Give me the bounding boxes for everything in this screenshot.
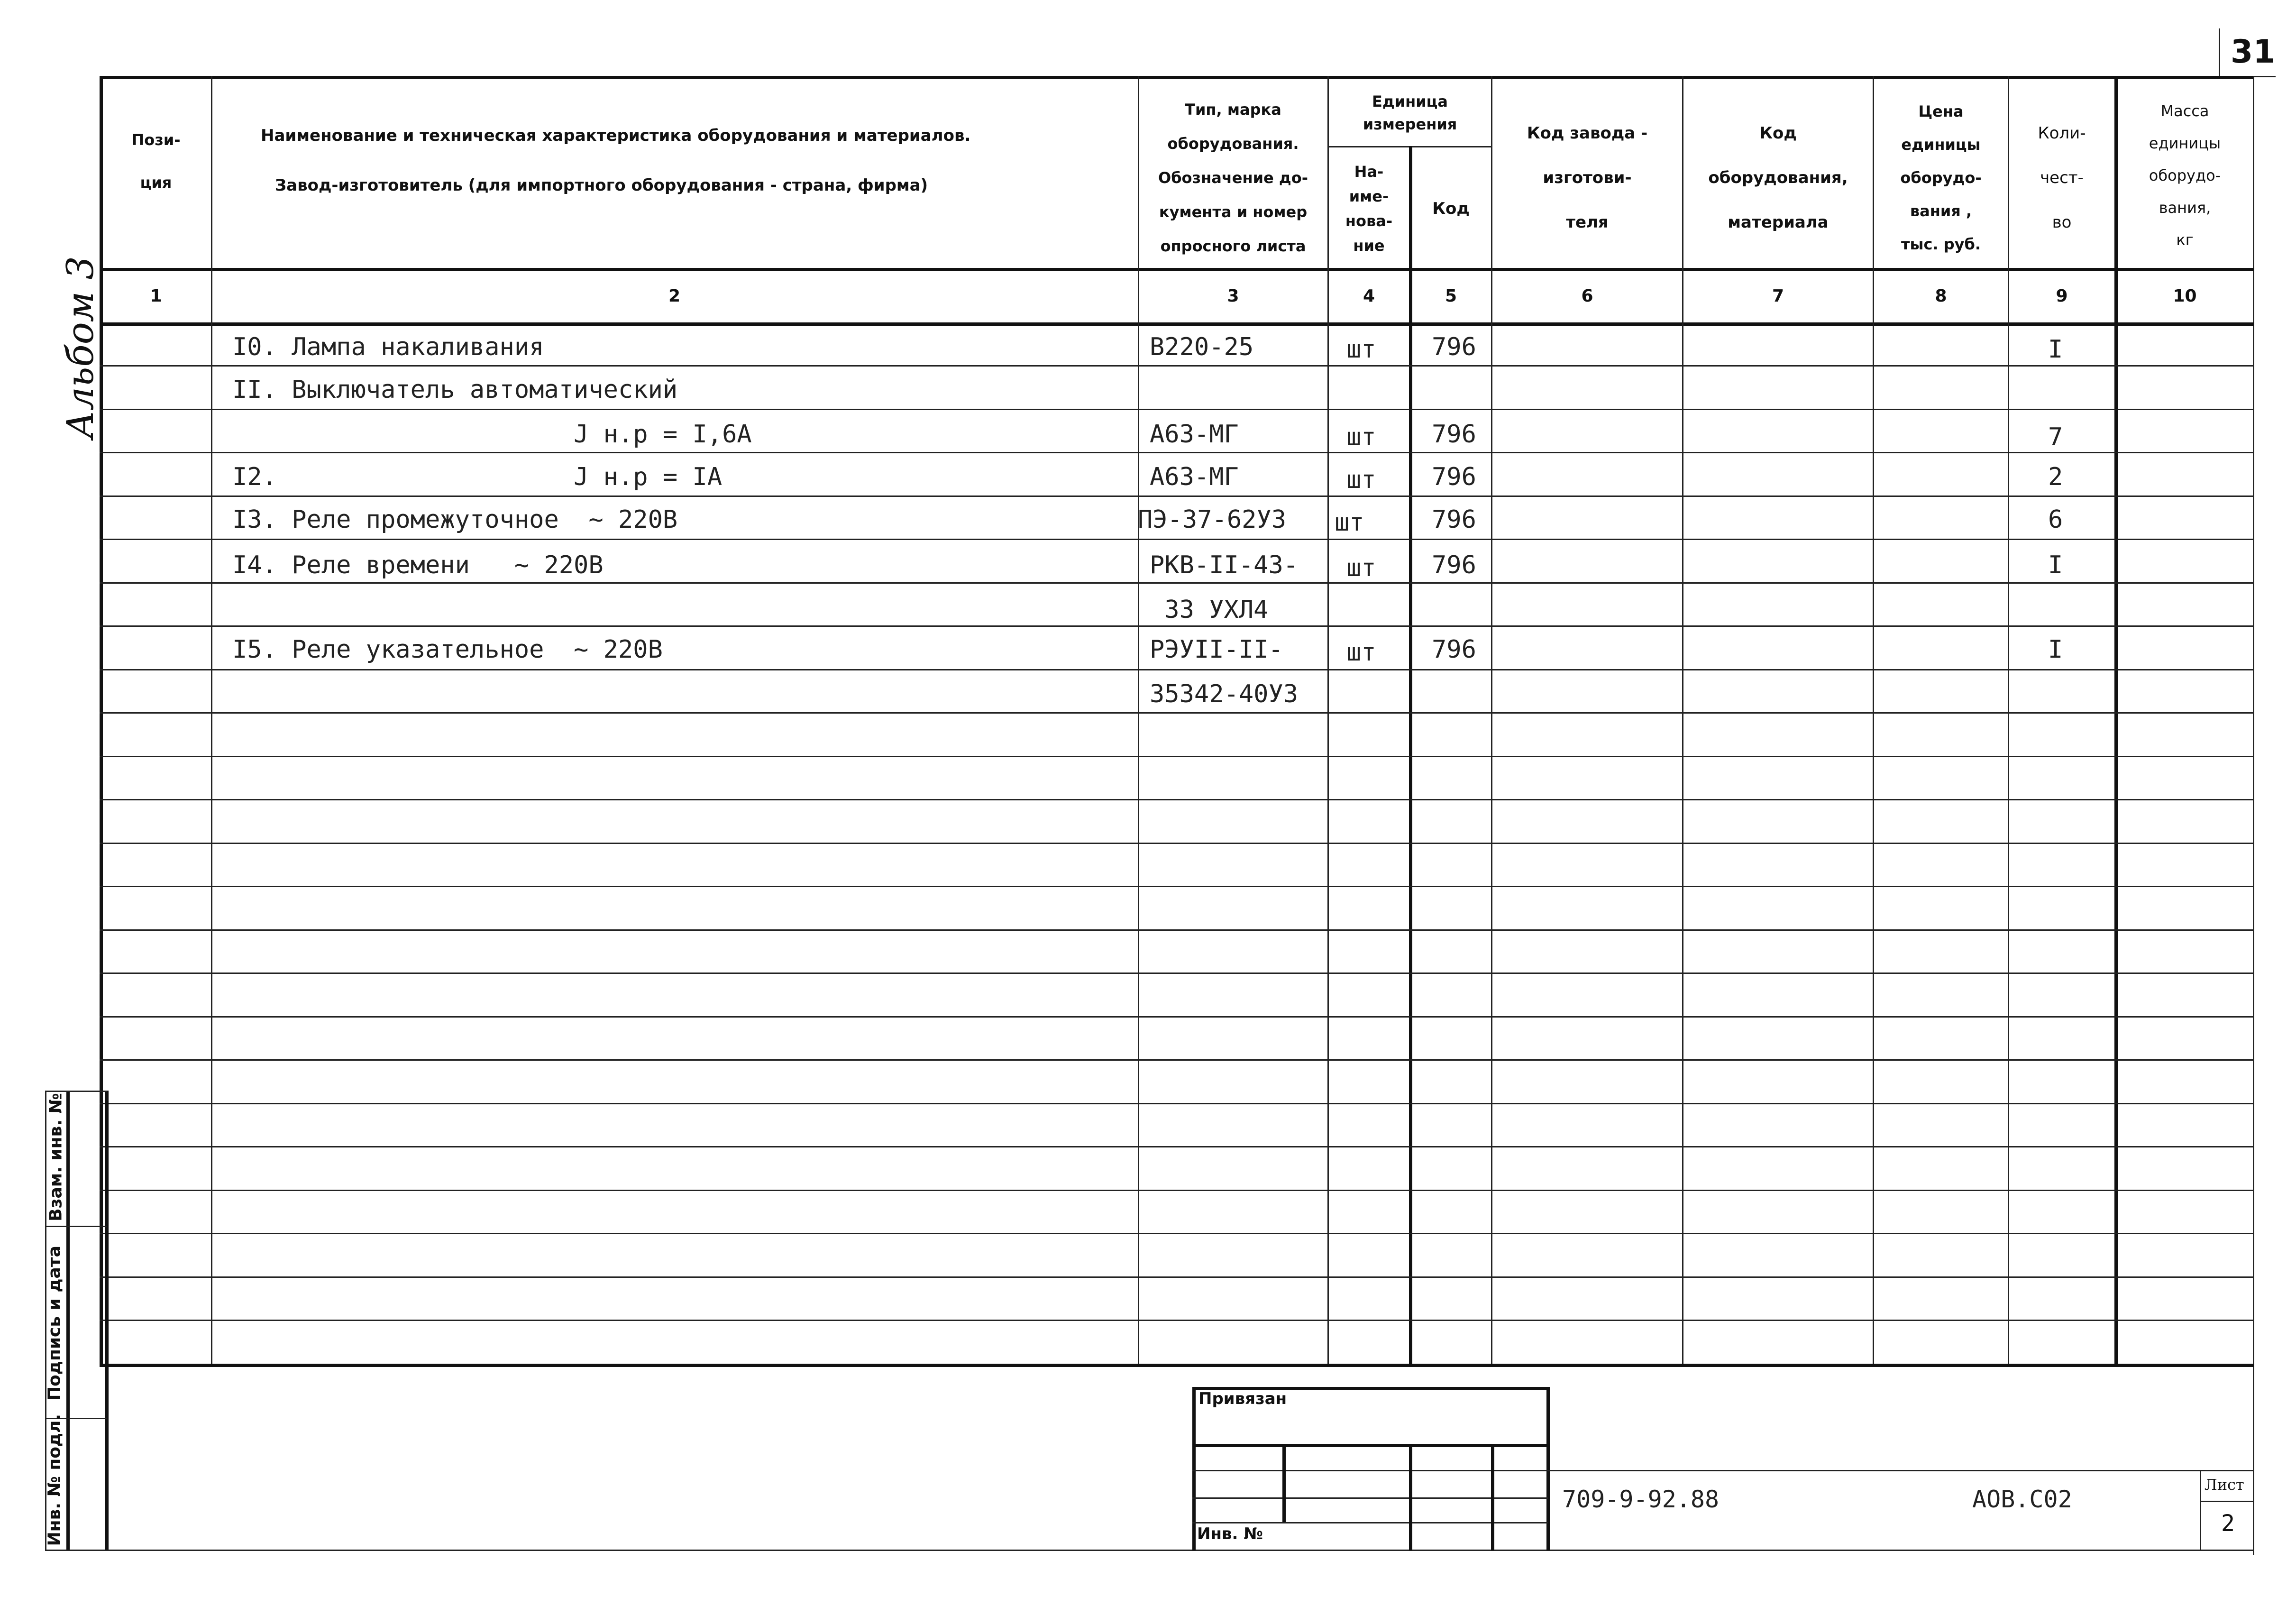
table-right-border [2253,76,2254,1555]
row-1-qty: I [2048,335,2063,364]
row-line [100,929,2254,931]
colnum-5: 5 [1445,286,1457,306]
header-unit-code: Код [1432,199,1470,218]
colnum-4: 4 [1363,286,1375,306]
inv-no-label: Инв. № [1197,1524,1263,1543]
side-stamp-right-border [105,1091,109,1551]
colnum-bottom-line [100,322,2254,326]
row-4-code: 796 [1432,463,1476,491]
header-unit-group: Единица измерения [1363,92,1457,133]
row-line [100,756,2254,757]
row-1-name: I0. Лампа накаливания [232,333,544,361]
row-5-name: I3. Реле промежуточное ~ 220B [232,505,678,534]
row-line [100,409,2254,410]
privyazan-divider-1 [1192,1444,1548,1447]
doc-mark: AOB.C02 [1972,1486,2072,1513]
col-divider-5 [1491,76,1492,1366]
privyazan-right [1546,1387,1550,1551]
colnum-7: 7 [1772,286,1784,306]
row-line [100,712,2254,714]
row-line [100,495,2254,497]
privyazan-left [1192,1387,1196,1551]
sheet-label: Лист [2205,1476,2244,1494]
side-stamp-mid-border [66,1091,70,1551]
side-label-vzam: Взам. инв. № [46,1093,66,1221]
col-divider-2 [1138,76,1139,1366]
row-8-name: I5. Реле указательное ~ 220B [232,635,663,664]
row-line [100,625,2254,627]
row-line [100,1233,2254,1234]
col-divider-9 [2114,76,2118,1366]
side-stamp-bottom [45,1550,2254,1551]
header-unit-name: На- име- нова- ние [1345,163,1393,255]
row-line [100,1276,2254,1278]
row-5-type: ПЭ-37-62УЗ [1138,505,1287,534]
row-6-unit: шт [1346,554,1376,582]
row-1-code: 796 [1432,333,1476,361]
row-line [100,1146,2254,1147]
row-3-qty: 7 [2048,423,2063,451]
side-label-podpis: Подпись и дата [45,1246,64,1401]
header-equipment-code: Код оборудования, материала [1708,124,1848,232]
row-6-name: I4. Реле времени ~ 220B [232,551,604,579]
privyazan-divider-4 [1192,1522,1548,1523]
privyazan-label: Привязан [1198,1389,1287,1408]
row-line [100,1320,2254,1321]
privyazan-divider-2 [1192,1470,1548,1471]
header-price: Цена единицы оборудо- вания , тыс. руб. [1900,102,1982,253]
row-5-qty: 6 [2048,505,2063,534]
row-8-qty: I [2048,635,2063,664]
table-top-border [100,76,2254,79]
header-quantity: Коли- чест- во [2038,124,2086,232]
header-mass: Масса единицы оборудо- вания, кг [2149,102,2221,249]
header-position: Пози- ция [131,131,181,192]
row-3-code: 796 [1432,420,1476,449]
sheet-number: 2 [2221,1510,2235,1537]
row-6-code: 796 [1432,551,1476,579]
doc-code: 709-9-92.88 [1562,1486,1720,1513]
colnum-2: 2 [668,286,681,306]
row-8-type: PЭУII-II- [1150,635,1283,664]
row-7-type: 33 УХЛ4 [1150,596,1269,624]
row-line [100,973,2254,974]
side-label-inv-podl: Инв. № подл. [45,1413,64,1546]
privyazan-col-1 [1282,1444,1286,1522]
row-1-unit: шт [1346,335,1376,364]
sheet-cell-left [2200,1470,2201,1551]
col-divider-7 [1873,76,1874,1366]
row-4-unit: шт [1346,466,1376,494]
row-8-code: 796 [1432,635,1476,664]
side-stamp-divider-1 [45,1226,107,1227]
row-6-type: PKB-II-43- [1150,551,1299,579]
row-line [100,669,2254,670]
row-9-type: 35342-40УЗ [1150,680,1299,708]
col-divider-8 [2008,76,2009,1366]
header-name-line1: Наименование и техническая характеристика оборудования и материалов. [261,126,971,145]
row-2-name: II. Выключатель автоматический [232,376,678,404]
page-number: 31 [2231,33,2276,71]
colnum-10: 10 [2173,286,2197,306]
row-5-code: 796 [1432,505,1476,534]
colnum-9: 9 [2056,286,2068,306]
row-line [100,1016,2254,1018]
album-label: Альбом 3 [59,256,102,439]
colnum-8: 8 [1935,286,1947,306]
colnum-1: 1 [150,286,162,306]
row-line [100,1103,2254,1104]
row-line [100,452,2254,453]
row-1-type: B220-25 [1150,333,1254,361]
row-line [100,365,2254,367]
row-4-type: A63-MГ [1150,463,1239,491]
col-divider-6 [1682,76,1683,1366]
row-5-unit: шт [1335,508,1364,537]
bold-frame-left [1409,322,1412,1366]
row-line [100,582,2254,584]
colnum-3: 3 [1227,286,1239,306]
row-3-type: A63-MГ [1150,420,1239,449]
row-line [100,1190,2254,1191]
table-body-bottom [100,1364,2254,1367]
row-line [100,886,2254,887]
row-4-name: I2. J н.р = IA [232,463,723,491]
row-8-unit: шт [1346,638,1376,667]
privyazan-divider-3 [1192,1497,1548,1499]
col-divider-1 [211,76,212,1366]
row-line [100,843,2254,844]
row-3-name: J н.р = I,6A [232,420,752,449]
row-line [100,1059,2254,1061]
header-type: Тип, марка оборудования. Обозначение до- кумента и номер опросного листа [1158,101,1308,255]
header-name-line2: Завод-изготовитель (для импортного оборудования - страна, фирма) [275,176,928,195]
page-number-divider [2219,28,2220,76]
row-line [100,799,2254,800]
privyazan-col-3 [1491,1444,1494,1551]
row-line [100,539,2254,540]
stamp-main-top [1546,1470,2254,1471]
row-4-qty: 2 [2048,463,2063,491]
col-divider-3 [1327,76,1329,1366]
row-3-unit: шт [1346,423,1376,451]
colnum-6: 6 [1581,286,1593,306]
header-factory-code: Код завода - изготови- теля [1527,124,1648,232]
privyazan-col-2 [1409,1444,1412,1551]
sheet-cell-divider [2200,1501,2254,1502]
row-6-qty: I [2048,551,2063,579]
